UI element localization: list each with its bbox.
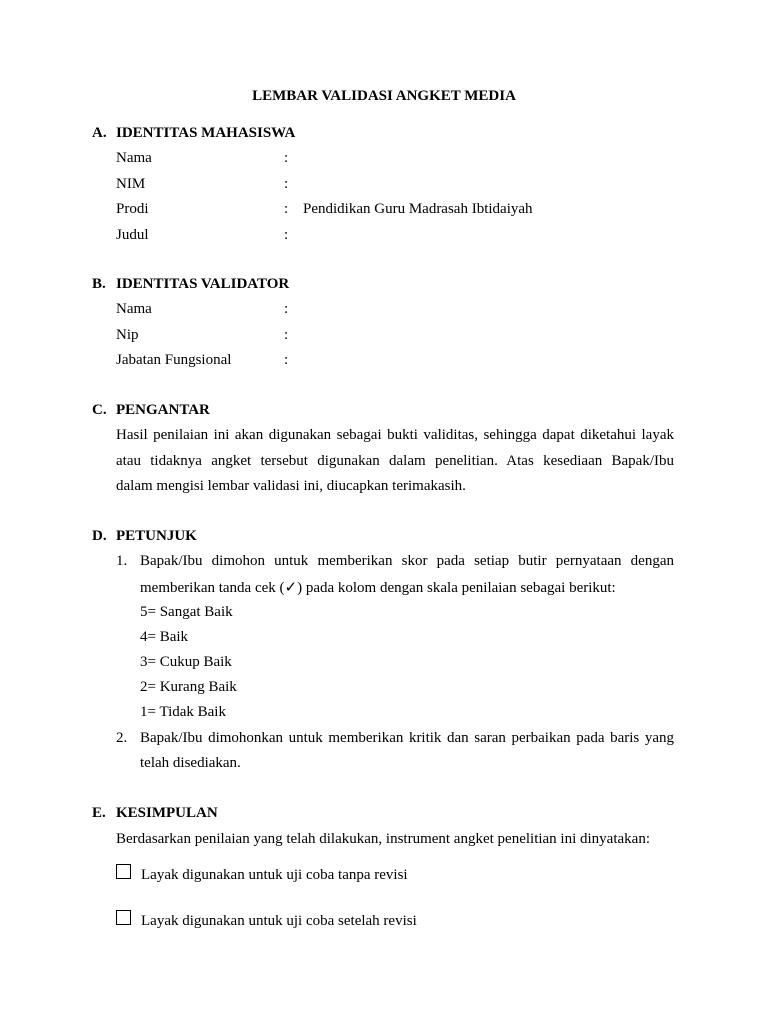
instruction-1-line-1: Bapak/Ibu dimohon untuk memberikan skor pada setiap butir pernyataan dengan — [140, 553, 674, 569]
scale-item-3: 3= Cukup Baik — [140, 654, 232, 670]
instruction-1-line-2: memberikan tanda cek (✓) pada kolom dengan skala penilaian sebagai berikut: — [140, 580, 616, 596]
validator-name-colon: : — [284, 301, 289, 317]
section-a-title: IDENTITAS MAHASISWA — [116, 125, 296, 141]
section-d-title: PETUNJUK — [116, 528, 197, 544]
instruction-1-number: 1. — [116, 553, 128, 569]
section-e-title: KESIMPULAN — [116, 805, 218, 821]
student-prodi-value: Pendidikan Guru Madrasah Ibtidaiyah — [303, 201, 533, 217]
scale-item-1: 1= Tidak Baik — [140, 704, 226, 720]
section-c-title: PENGANTAR — [116, 402, 210, 418]
validator-jabatan-label: Jabatan Fungsional — [116, 352, 232, 368]
student-nim-label: NIM — [116, 176, 146, 192]
intro-line-3: dalam mengisi lembar validasi ini, diucapkan terimakasih. — [116, 478, 466, 494]
instruction-2-line-1: Bapak/Ibu dimohonkan untuk memberikan kritik dan saran perbaikan pada baris yang — [140, 730, 674, 746]
instruction-2-line-2: telah disediakan. — [140, 755, 241, 771]
scale-item-2: 2= Kurang Baik — [140, 679, 237, 695]
section-b-title: IDENTITAS VALIDATOR — [116, 276, 290, 292]
instruction-2-number: 2. — [116, 730, 128, 746]
section-b-letter: B. — [92, 276, 106, 292]
scale-item-4: 4= Baik — [140, 629, 189, 645]
conclusion-intro: Berdasarkan penilaian yang telah dilakukan, instrument angket penelitian ini dinyatakan: — [116, 831, 650, 847]
student-judul-colon: : — [284, 227, 289, 243]
student-judul-label: Judul — [116, 227, 149, 243]
student-name-label: Nama — [116, 150, 152, 166]
section-c-letter: C. — [92, 402, 107, 418]
conclusion-option-2: Layak digunakan untuk uji coba setelah revisi — [141, 913, 417, 929]
validator-jabatan-colon: : — [284, 352, 289, 368]
page-title: LEMBAR VALIDASI ANGKET MEDIA — [252, 88, 516, 104]
scale-item-5: 5= Sangat Baik — [140, 604, 233, 620]
intro-line-2: atau tidaknya angket tersebut digunakan dalam penelitian. Atas kesediaan Bapak/Ibu — [116, 453, 674, 469]
conclusion-checkbox-2[interactable] — [116, 910, 131, 925]
section-a-letter: A. — [92, 125, 107, 141]
validator-nip-colon: : — [284, 327, 289, 343]
conclusion-option-1: Layak digunakan untuk uji coba tanpa revisi — [141, 867, 408, 883]
section-d-letter: D. — [92, 528, 107, 544]
section-e-letter: E. — [92, 805, 106, 821]
conclusion-checkbox-1[interactable] — [116, 864, 131, 879]
student-prodi-colon: : — [284, 201, 289, 217]
student-prodi-label: Prodi — [116, 201, 149, 217]
validator-name-label: Nama — [116, 301, 152, 317]
validator-nip-label: Nip — [116, 327, 139, 343]
student-name-colon: : — [284, 150, 289, 166]
student-nim-colon: : — [284, 176, 289, 192]
intro-line-1: Hasil penilaian ini akan digunakan sebagai bukti validitas, sehingga dapat diketahui layak — [116, 427, 674, 443]
